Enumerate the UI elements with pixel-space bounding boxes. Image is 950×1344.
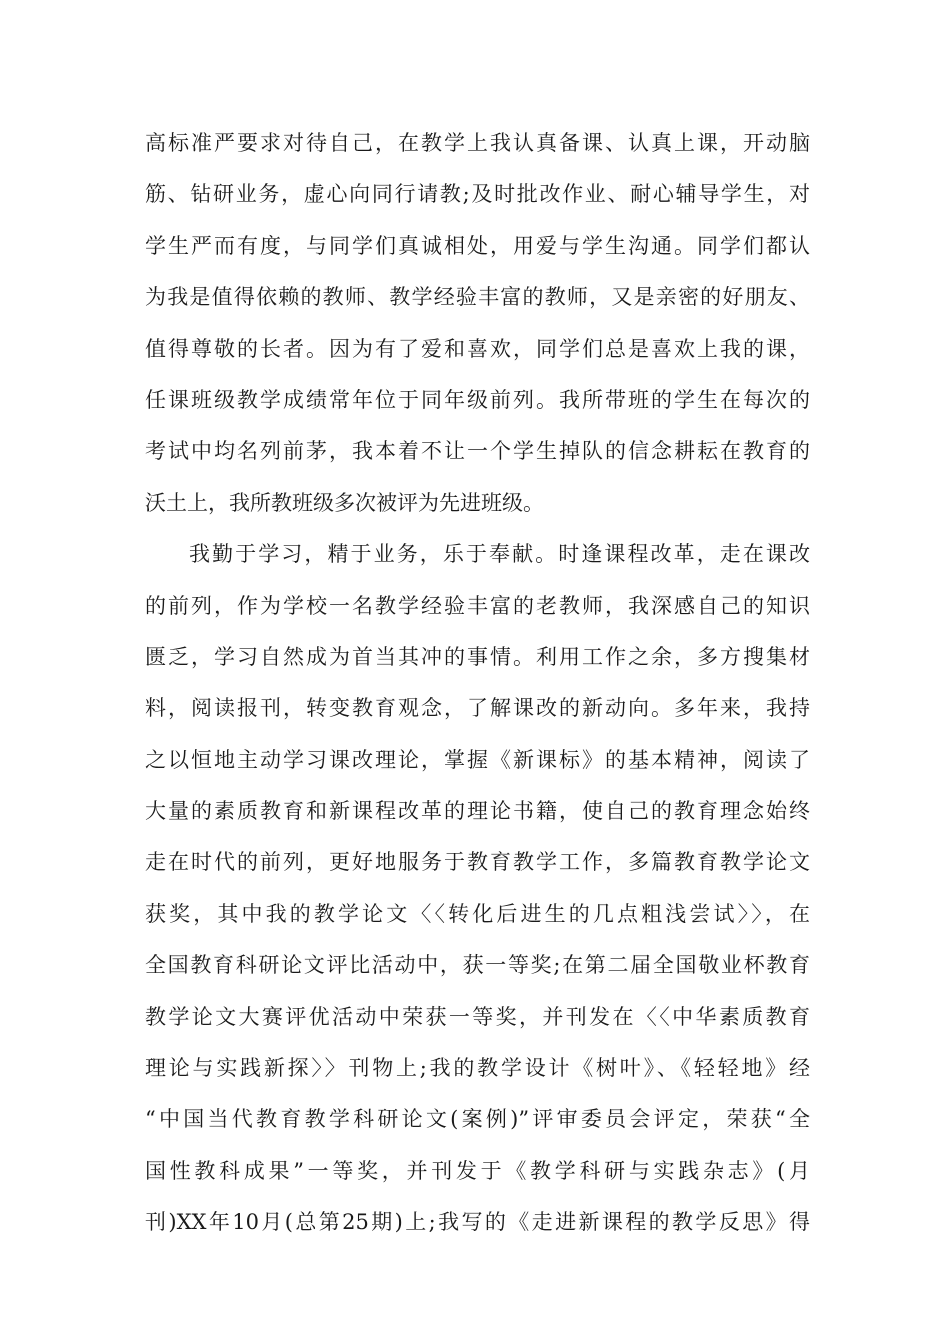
text-line: 任课班级教学成绩常年位于同年级前列。我所带班的学生在每次的 (145, 387, 810, 412)
text-line: 沃土上，我所教班级多次被评为先进班级。 (145, 490, 544, 515)
text-line: 获奖，其中我的教学论文〈〈转化后进生的几点粗浅尝试〉〉，在 (145, 901, 810, 926)
text-line: 匮乏，学习自然成为首当其冲的事情。利用工作之余，多方搜集材 (145, 644, 810, 669)
text-line: 国性教科成果”一等奖，并刊发于《教学科研与实践杂志》(月 (145, 1158, 810, 1183)
text-line: 高标准严要求对待自己，在教学上我认真备课、认真上课，开动脑 (145, 131, 810, 155)
text-line: 刊)XX年10月(总第25期)上;我写的《走进新课程的教学反思》得 (145, 1210, 810, 1235)
text-line: 考试中均名列前茅，我本着不让一个学生掉队的信念耕耘在教育的 (145, 439, 810, 464)
text-line: 大量的素质教育和新课程改革的理论书籍，使自己的教育理念始终 (145, 799, 810, 824)
text-line: 教学论文大赛评优活动中荣获一等奖，并刊发在〈〈中华素质教育 (145, 1004, 810, 1029)
text-line: 料，阅读报刊，转变教育观念，了解课改的新动向。多年来，我持 (145, 696, 810, 721)
text-line: 全国教育科研论文评比活动中，获一等奖;在第二届全国敬业杯教育 (145, 953, 810, 978)
paragraph-2 (145, 529, 810, 1248)
text-line: 为我是值得依赖的教师、教学经验丰富的教师，又是亲密的好朋友、 (145, 285, 810, 310)
text-line: 的前列，作为学校一名教学经验丰富的老教师，我深感自己的知识 (145, 593, 810, 618)
text-line: 筋、钻研业务，虚心向同行请教;及时批改作业、耐心辅导学生，对 (145, 182, 810, 207)
text-line: 值得尊敬的长者。因为有了爱和喜欢，同学们总是喜欢上我的课， (145, 336, 810, 361)
document-body (145, 118, 810, 1249)
paragraph-1 (145, 118, 810, 529)
text-line: 走在时代的前列，更好地服务于教育教学工作，多篇教育教学论文 (145, 850, 810, 875)
text-line: 之以恒地主动学习课改理论，掌握《新课标》的基本精神，阅读了 (145, 747, 810, 772)
text-line: 我勤于学习，精于业务，乐于奉献。时逢课程改革，走在课改 (189, 542, 810, 567)
text-line: 理论与实践新探〉〉刊物上;我的教学设计《树叶》、《轻轻地》经 (145, 1056, 810, 1081)
text-line: “中国当代教育教学科研论文(案例)”评审委员会评定，荣获“全 (145, 1107, 810, 1132)
text-line: 学生严而有度，与同学们真诚相处，用爱与学生沟通。同学们都认 (145, 233, 810, 258)
